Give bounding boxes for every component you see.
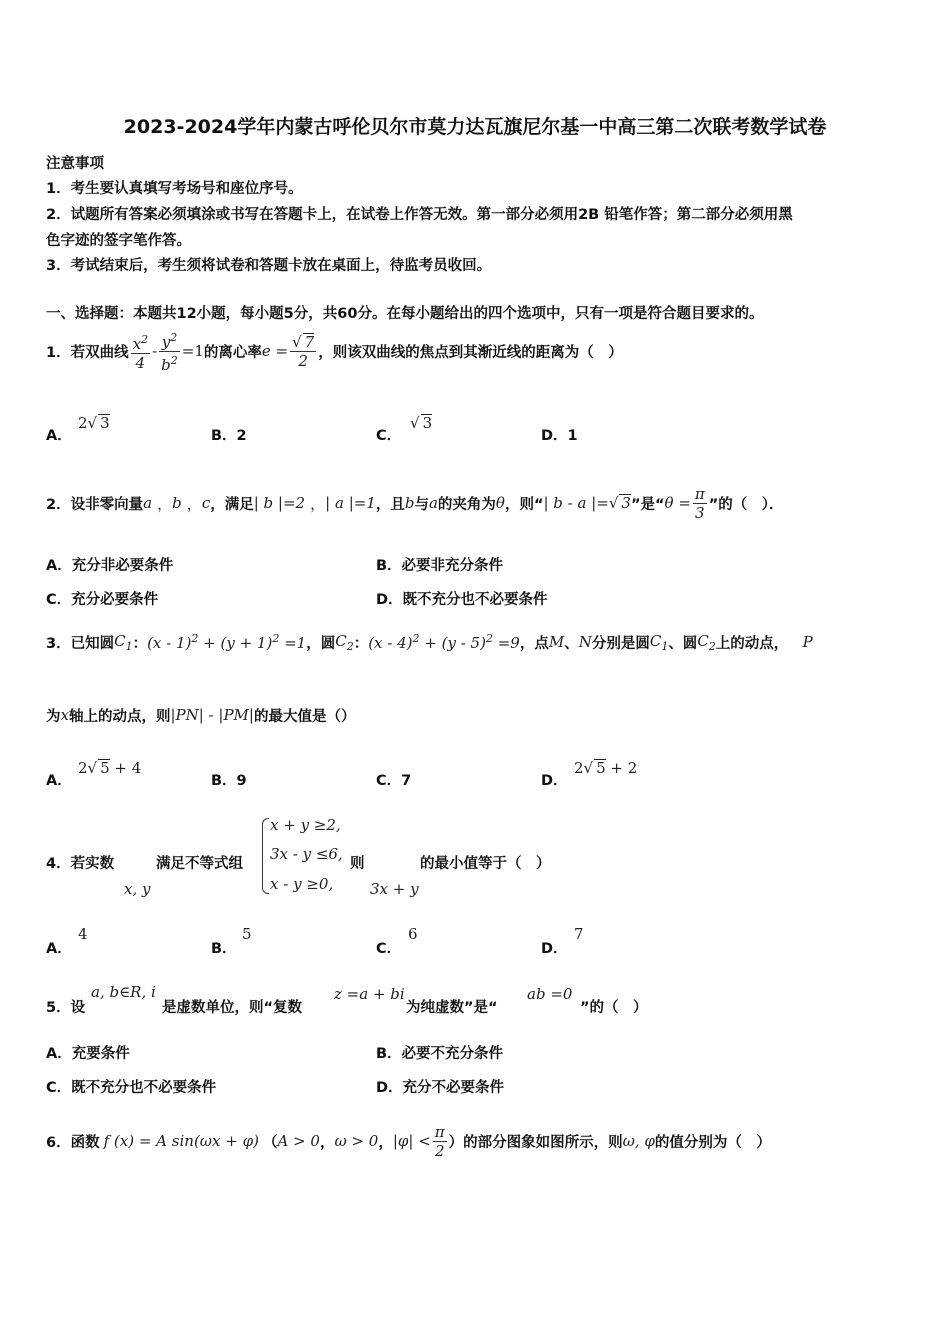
q4-objective: 3x + y <box>370 880 419 898</box>
q4-inequality: x - y ≥0, <box>270 875 334 893</box>
q4-inequality: x + y ≥2, <box>270 816 341 834</box>
option-d: D． <box>541 941 568 957</box>
notice-item: 色字迹的签字笔作答。 <box>46 233 191 249</box>
question-1: 1．若双曲线 $\frac{x^2}{4}$ - $\frac{y^2}{b^2}$ =1 的离心率 e = $\frac{√ 7}{2}$ ，则该双曲线的焦点到其渐近线的距离为（ ） <box>46 330 623 374</box>
option-b: B． <box>211 941 237 957</box>
q1-option-a-value: 2√ 3 <box>78 414 110 432</box>
notice-item: 1．考生要认真填写考场号和座位序号。 <box>46 181 303 197</box>
option-d: D．充分不必要条件 <box>376 1080 505 1096</box>
question-6: 6．函数 f (x) = A sin(ωx + φ) （ A > 0 ， ω > 0 ， |φ| < $\frac{\pi}{2}$ ）的部分图象如图所示，则 ω, φ 的值分别为（ ） <box>46 1122 771 1160</box>
q4-inequality: 3x - y ≤6, <box>270 845 343 863</box>
option-a: A． <box>46 428 72 444</box>
question-3: 3．已知圆 $C_1$ ： $(x - 1)^2 + (y + 1)^2 =1$ ，圆 $C_2$ ： (x - 4)$^2$ + (y - 5)$^2$ =9 ，点 M 、 N 分别是圆 $C_1$ 、圆 $C_2$ 上的动点， P <box>46 631 813 653</box>
q4-system-brace <box>262 818 269 894</box>
option-d: D．既不充分也不必要条件 <box>376 592 548 608</box>
option-c: C． <box>376 941 402 957</box>
option-c: C． <box>376 428 402 444</box>
q5-math: z =a + bi <box>334 985 405 1003</box>
q5-math: a, b∈R, i <box>91 983 156 1001</box>
q3-option-a-value: 2√ 5 + 4 <box>78 759 142 777</box>
notice-item: 3．考试结束后，考生须将试卷和答题卡放在桌面上，待监考员收回。 <box>46 258 492 274</box>
notice-item: 2．试题所有答案必须填涂或书写在答题卡上，在试卷上作答无效。第一部分必须用2B 铅笔作答；第二部分必须用黑 <box>46 207 793 223</box>
q3-option-d-value: 2√ 5 + 2 <box>574 759 638 777</box>
q1-stem: 1．若双曲线 <box>46 344 129 361</box>
option-c: C．既不充分也不必要条件 <box>46 1080 217 1096</box>
page-title: 2023-2024学年内蒙古呼伦贝尔市莫力达瓦旗尼尔基一中高三第二次联考数学试卷 <box>123 116 827 138</box>
option-c: C．充分必要条件 <box>46 592 159 608</box>
option-b: B．必要不充分条件 <box>376 1046 504 1062</box>
option-b: B．必要非充分条件 <box>376 558 504 574</box>
q1-hyperbola-formula: $\frac{x^2}{4}$ <box>132 332 149 372</box>
question-5: 5．设 <box>46 1000 86 1016</box>
q5-math: ab =0 <box>527 985 573 1003</box>
question-2: 2．设非零向量 a ， b ， c ，满足 | b |=2 ， | a |=1 ，且 b 与 a 的夹角为 θ ，则“ | b - a |=√ 3 ”是“ θ = $\frac{\pi}{3}$ ”的（ ）． <box>46 484 784 522</box>
q4-variables: x, y <box>124 880 151 898</box>
option-c: C．7 <box>376 773 412 789</box>
section-heading: 一、选择题：本题共12小题，每小题5分，共60分。在每小题给出的四个选项中，只有一项是符合题目要求的。 <box>46 306 764 322</box>
option-b: B．2 <box>211 428 247 444</box>
q1-option-c-value: √ 3 <box>410 414 433 432</box>
option-d: D．1 <box>541 428 578 444</box>
question-3-line-2: 为 x 轴上的动点，则 |PN| - |PM| 的最大值是（） <box>46 706 356 725</box>
q1-eccentricity: $\frac{√ 7}{2}$ <box>292 332 315 370</box>
option-d: D． <box>541 773 568 789</box>
option-a: A． <box>46 941 72 957</box>
question-4: 4．若实数 <box>46 856 115 872</box>
option-a: A．充要条件 <box>46 1046 130 1062</box>
option-b: B．9 <box>211 773 247 789</box>
option-a: A． <box>46 773 72 789</box>
notice-heading: 注意事项 <box>46 156 104 172</box>
option-a: A．充分非必要条件 <box>46 558 174 574</box>
